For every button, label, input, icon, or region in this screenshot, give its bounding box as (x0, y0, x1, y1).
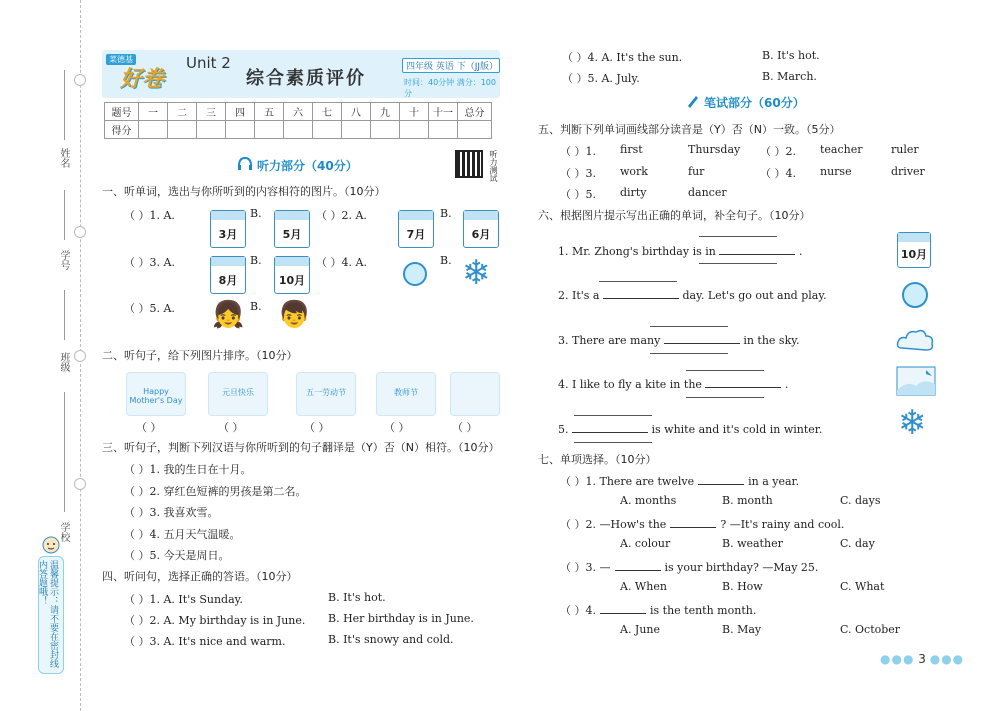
s7-question: （ ）4. is the tenth month. (560, 604, 757, 617)
school-label: 学校 (58, 522, 69, 542)
s7-option-a: A. colour (620, 537, 671, 550)
publisher-tag: 菜德基 (106, 54, 136, 65)
s5-number: （ ）1. (560, 145, 596, 158)
page-number: ●●● 3 ●●● (880, 652, 965, 666)
score-header-cell: 二 (168, 103, 197, 121)
binding-hole (74, 226, 86, 238)
s7-option-c: C. October (840, 623, 901, 636)
s5-word: fur (688, 164, 705, 178)
score-header-cell: 总分 (458, 103, 492, 121)
answer-paren[interactable]: （ ） (384, 421, 410, 434)
sun-icon (902, 282, 928, 308)
s5-word: work (620, 164, 648, 178)
pen-icon (686, 94, 700, 108)
name-label: 姓名 (58, 148, 69, 168)
section-5-heading: 五、判断下列单词画线部分读音是（Y）否（N）一致。（5分） (538, 123, 841, 136)
score-header-label: 题号 (105, 103, 139, 121)
s5-word: driver (891, 164, 925, 178)
s7-option-a: A. months (620, 494, 677, 507)
calendar-icon: 6月 (463, 210, 499, 248)
score-header-cell: 三 (197, 103, 226, 121)
s4-item: （ ）4. A. It's the sun. (562, 51, 683, 64)
score-cell[interactable] (139, 121, 168, 139)
score-cell[interactable] (429, 121, 458, 139)
boy-icon: 👦 (278, 300, 311, 330)
s6-q2: 2. It's a day. Let's go out and play. (558, 289, 827, 302)
header-banner (102, 50, 500, 98)
s3-item: （ ）2. 穿红色短裤的男孩是第二名。 (124, 485, 307, 498)
s5-number: （ ）4. (760, 166, 796, 180)
score-cell[interactable] (255, 121, 284, 139)
s6-q1: 1. Mr. Zhong's birthday is in . (558, 245, 803, 258)
binding-hole (74, 74, 86, 86)
binding-margin (0, 0, 88, 711)
s4-option-b: B. Her birthday is in June. (328, 612, 474, 625)
s4-item: （ ）2. A. My birthday is in June. (124, 614, 306, 627)
s4-option-b: B. It's snowy and cold. (328, 633, 454, 646)
calendar-icon: 5月 (274, 210, 310, 248)
children-picture (450, 372, 500, 416)
headphones-icon (237, 157, 253, 171)
qr-code (455, 150, 483, 178)
option-b: B. (440, 207, 452, 220)
s7-question: （ ）2. —How's the ? —It's rainy and cool. (560, 518, 845, 531)
s3-item: （ ）4. 五月天气温暖。 (124, 528, 241, 541)
score-header-cell: 五 (255, 103, 284, 121)
answer-paren[interactable]: （ ） (136, 421, 162, 434)
s3-item: （ ）3. 我喜欢雪。 (124, 506, 219, 519)
option-b: B. (250, 207, 262, 220)
qr-caption: 听力测试 (489, 150, 498, 182)
section-6-heading: 六、根据图片提示写出正确的单词，补全句子。（10分） (538, 209, 811, 222)
section-4-heading: 四、听问句，选择正确的答语。（10分） (102, 570, 298, 583)
s7-option-b: B. May (722, 623, 762, 636)
section-2-heading: 二、听句子，给下列图片排序。（10分） (102, 349, 298, 362)
s4-option-b: B. March. (762, 70, 817, 83)
logo: 好卷 (120, 67, 165, 92)
answer-paren[interactable]: （ ） (304, 421, 330, 434)
question-5: （ ）5. A. (124, 302, 175, 315)
option-b: B. (250, 300, 262, 313)
s5-word: Thursday (688, 143, 741, 156)
question-2: （ ）2. A. (316, 209, 367, 222)
s7-question: （ ）3. — is your birthday? —May 25. (560, 561, 819, 574)
score-header-cell: 七 (313, 103, 342, 121)
s5-number: （ ）3. (560, 166, 596, 180)
snowflake-icon: ❄ (898, 403, 927, 443)
s6-q4: 4. I like to fly a kite in the . (558, 378, 789, 391)
question-3: （ ）3. A. (124, 256, 175, 269)
binding-hole (74, 478, 86, 490)
cartoon-face-icon (42, 536, 60, 554)
s3-item: （ ）5. 今天是周日。 (124, 549, 230, 562)
s7-option-a: A. When (620, 580, 667, 593)
s5-word: ruler (891, 143, 919, 156)
student-id-label: 学号 (58, 250, 69, 270)
s7-question: （ ）1. There are twelve in a year. (560, 475, 800, 488)
cloud-icon (896, 326, 936, 354)
answer-paren[interactable]: （ ） (452, 421, 478, 434)
score-row-label: 得分 (105, 121, 139, 139)
s7-option-a: A. June (620, 623, 661, 636)
score-header-cell: 四 (226, 103, 255, 121)
s5-word: teacher (820, 143, 863, 156)
writing-title: 笔试部分（60分） (704, 96, 805, 110)
new-year-picture: 元旦快乐 (208, 372, 268, 416)
score-header-cell: 十 (400, 103, 429, 121)
listening-title: 听力部分（40分） (257, 159, 358, 173)
score-cell[interactable] (313, 121, 342, 139)
score-cell[interactable] (458, 121, 492, 139)
score-header-cell: 六 (284, 103, 313, 121)
score-header-cell: 一 (139, 103, 168, 121)
score-cell[interactable] (400, 121, 429, 139)
girl-icon: 👧 (212, 300, 245, 330)
grade-label: 四年级 英语 下（JJ版） (402, 58, 500, 73)
score-header-cell: 十一 (429, 103, 458, 121)
time-label: 时间：40分钟 满分：100分 (404, 78, 496, 98)
question-1: （ ）1. A. (124, 209, 175, 222)
s3-item: （ ）1. 我的生日在十月。 (124, 463, 252, 476)
calendar-icon: 8月 (210, 256, 246, 294)
section-7-heading: 七、单项选择。（10分） (538, 453, 657, 466)
snowflake-icon: ❄ (462, 253, 491, 293)
s4-option-b: B. It's hot. (762, 49, 820, 62)
s5-word: nurse (820, 164, 852, 178)
s4-item: （ ）5. A. July. (562, 72, 640, 85)
score-cell[interactable] (226, 121, 255, 139)
section-1-heading: 一、听单词，选出与你所听到的内容相符的图片。（10分） (102, 185, 386, 198)
option-b: B. (250, 254, 262, 267)
score-cell[interactable] (168, 121, 197, 139)
s5-number: （ ）2. (760, 145, 796, 158)
s4-item: （ ）3. A. It's nice and warm. (124, 635, 286, 648)
score-header-cell: 八 (342, 103, 371, 121)
s5-word: dirty (620, 186, 647, 199)
binding-hole (74, 350, 86, 362)
landscape-icon (896, 366, 936, 396)
calendar-icon: 3月 (210, 210, 246, 248)
s4-option-b: B. It's hot. (328, 591, 386, 604)
score-cell[interactable] (197, 121, 226, 139)
s5-word: first (620, 143, 643, 156)
mothers-day-picture: Happy Mother's Day (126, 372, 186, 416)
unit-label: Unit 2 (186, 54, 231, 72)
s7-option-b: B. How (722, 580, 763, 593)
teachers-day-picture: 教师节 (376, 372, 436, 416)
s4-item: （ ）1. A. It's Sunday. (124, 593, 243, 606)
score-cell[interactable] (342, 121, 371, 139)
answer-paren[interactable]: （ ） (218, 421, 244, 434)
s5-number: （ ）5. (560, 188, 596, 201)
page-title: 综合素质评价 (246, 68, 366, 89)
s6-q3: 3. There are many in the sky. (558, 334, 800, 347)
calendar-icon: 10月 (897, 232, 931, 268)
calendar-icon: 10月 (274, 256, 310, 294)
question-4: （ ）4. A. (316, 256, 367, 269)
s7-option-b: B. weather (722, 537, 783, 550)
score-table (104, 102, 492, 139)
option-b: B. (440, 254, 452, 267)
labour-day-picture: 五一劳动节 (296, 372, 356, 416)
section-3-heading: 三、听句子，判断下列汉语与你所听到的句子翻译是（Y）否（N）相符。（10分） (102, 441, 500, 454)
s6-q5: 5. is white and it's cold in winter. (558, 423, 823, 436)
s7-option-b: B. month (722, 494, 773, 507)
s5-word: dancer (688, 186, 727, 199)
class-label: 班级 (58, 352, 69, 372)
score-header-cell: 九 (371, 103, 400, 121)
sun-icon (403, 262, 427, 286)
calendar-icon: 7月 (398, 210, 434, 248)
score-cell[interactable] (371, 121, 400, 139)
s7-option-c: C. day (840, 537, 875, 550)
s7-option-c: C. What (840, 580, 885, 593)
score-cell[interactable] (284, 121, 313, 139)
notice-box: 温馨提示：请不要在密封线内答题哦！ (38, 556, 64, 674)
s7-option-c: C. days (840, 494, 881, 507)
